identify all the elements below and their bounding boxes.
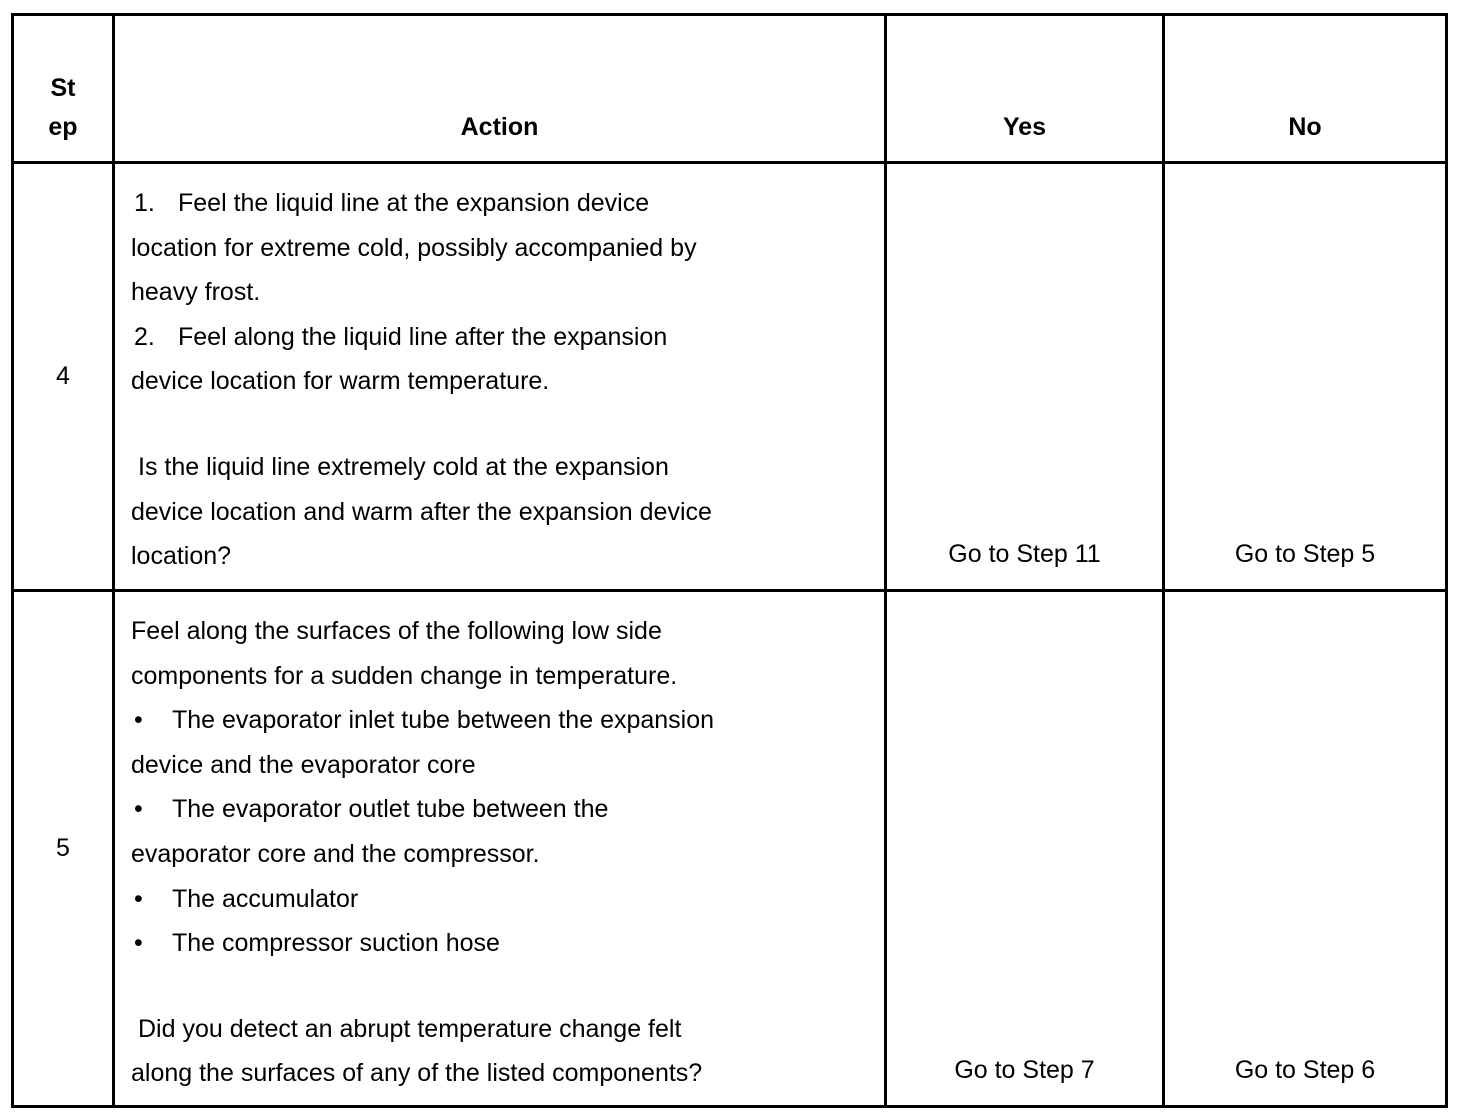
bullet-line: • The compressor suction hose: [131, 921, 872, 966]
header-step-line2: ep: [48, 113, 78, 141]
header-action: Action: [115, 16, 887, 164]
bullet-line: • The evaporator inlet tube between the expansion: [131, 698, 872, 743]
question-line: Did you detect an abrupt temperature change felt: [138, 1014, 682, 1043]
question-line: location?: [131, 542, 232, 571]
header-no: No: [1165, 16, 1445, 164]
bullet-icon: •: [134, 795, 143, 824]
bullet-icon: •: [134, 884, 143, 913]
action-line: location for extreme cold, possibly accompanied by: [131, 233, 697, 262]
bullet-icon: •: [134, 929, 143, 958]
step-number-4: 4: [14, 164, 115, 592]
action-line: heavy frost.: [131, 278, 261, 307]
action-step-4: [115, 164, 887, 592]
list-number: 2.: [134, 322, 155, 351]
action-line: 2. Feel along the liquid line after the expansion: [131, 315, 872, 360]
no-result-step-5: Go to Step 6: [1234, 1056, 1376, 1085]
question-line: Is the liquid line extremely cold at the expansion: [138, 452, 669, 481]
step-number-5: 5: [14, 592, 115, 1105]
no-result-step-4: Go to Step 5: [1165, 164, 1445, 592]
bullet-line: • The accumulator: [131, 877, 872, 922]
yes-result-step-5: Go to Step 7: [887, 592, 1165, 1105]
action-line: 1. Feel the liquid line at the expansion device: [131, 181, 872, 226]
list-number: 1.: [134, 189, 155, 217]
action-line: components for a sudden change in temperature.: [131, 661, 678, 690]
yes-result-step-4: Go to Step 11: [887, 164, 1165, 592]
action-step-5: [115, 592, 887, 1105]
header-step-line1: St: [50, 74, 76, 102]
diagnostic-table: [11, 13, 1448, 1108]
bullet-line: • The evaporator outlet tube between the: [131, 787, 872, 832]
action-line: evaporator core and the compressor.: [131, 839, 540, 868]
action-line: Feel along the surfaces of the following low side: [131, 617, 662, 645]
question-line: along the surfaces of any of the listed components?: [131, 1059, 703, 1088]
action-line: device and the evaporator core: [131, 750, 476, 779]
question-line: device location and warm after the expansion device: [131, 497, 712, 526]
action-line: device location for warm temperature.: [131, 367, 550, 396]
header-yes: Yes: [887, 16, 1165, 164]
header-step: [14, 16, 115, 164]
bullet-icon: •: [134, 706, 143, 735]
